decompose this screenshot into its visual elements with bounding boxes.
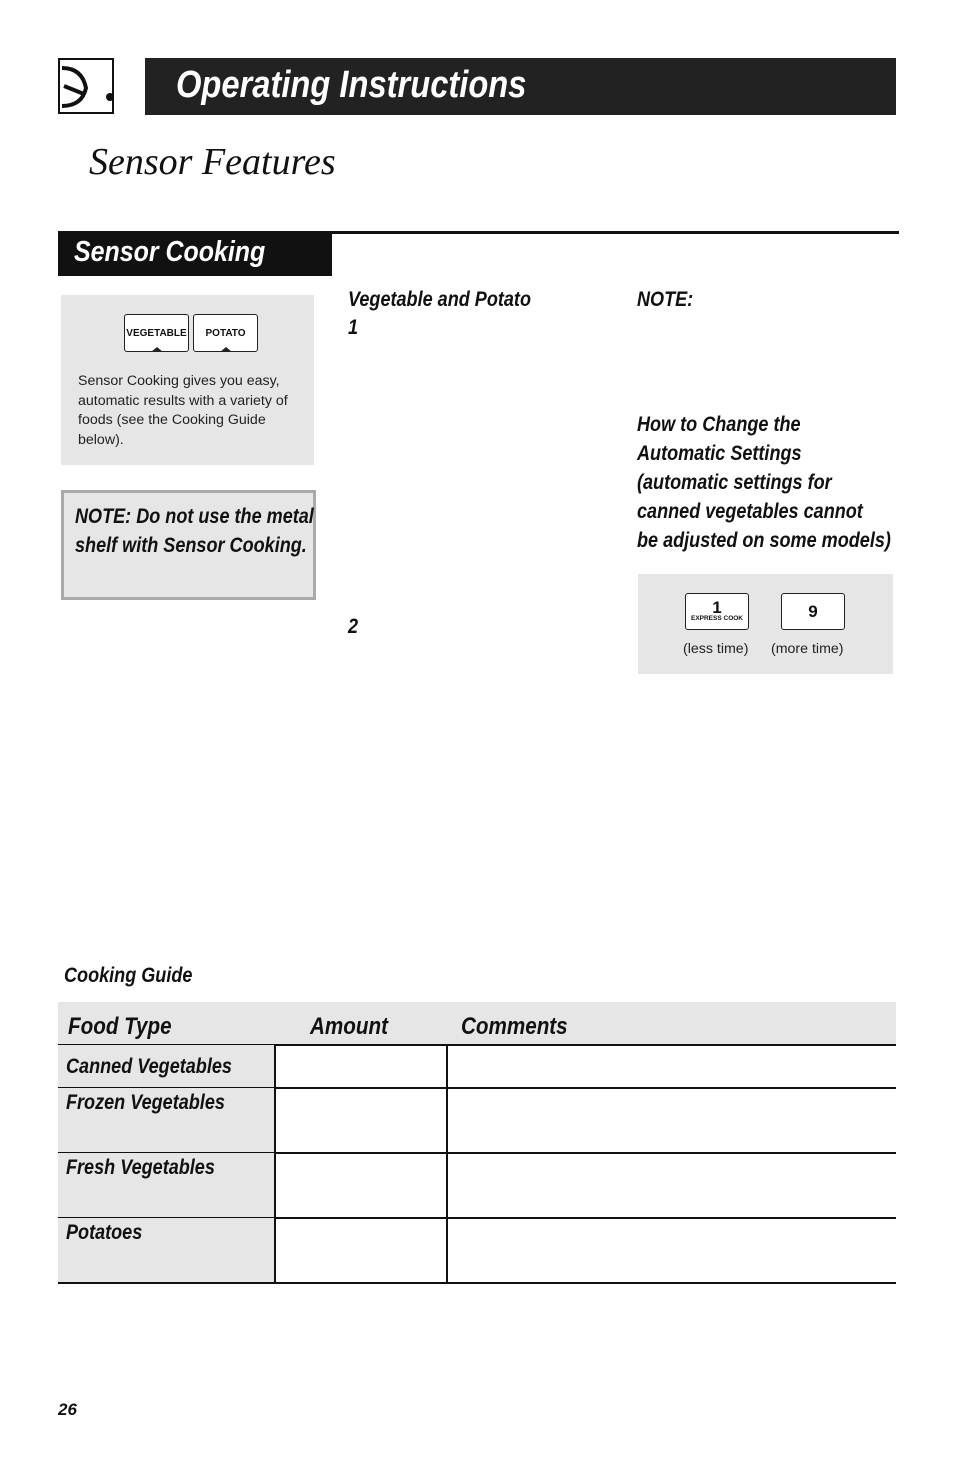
microwave-dial-icon	[58, 58, 114, 114]
key-9-number: 9	[808, 601, 818, 621]
section-title: Sensor Cooking	[74, 236, 266, 268]
change-heading-line-2: Automatic Settings	[637, 442, 802, 465]
number-9-key[interactable]	[781, 593, 845, 630]
keypad-box	[638, 574, 893, 674]
change-heading-line-5: be adjusted on some models)	[637, 529, 891, 552]
steps-heading: Vegetable and Potato	[348, 288, 531, 311]
key-1-number: 1	[712, 598, 722, 617]
note-label: NOTE:	[637, 288, 694, 311]
potato-key[interactable]	[193, 314, 258, 352]
food-type-cell: Fresh Vegetables	[66, 1156, 215, 1179]
food-type-cell: Frozen Vegetables	[66, 1091, 225, 1114]
column-header-comments: Comments	[461, 1013, 568, 1040]
change-heading-line-3: (automatic settings for	[637, 471, 832, 494]
key-indicator-icon	[220, 347, 232, 352]
key-indicator-icon	[151, 347, 163, 352]
column-divider	[274, 1044, 276, 1283]
express-cook-1-key[interactable]	[685, 593, 749, 630]
vegetable-key[interactable]	[124, 314, 189, 352]
key-1-sublabel: EXPRESS COOK	[690, 615, 743, 622]
more-time-caption: (more time)	[771, 641, 844, 657]
page-title: Operating Instructions	[176, 64, 527, 106]
note-text: NOTE: Do not use the metal shelf with Sensor Cooking.	[75, 505, 314, 557]
change-heading-line-1: How to Change the	[637, 413, 801, 436]
page-number: 26	[58, 1400, 77, 1419]
step-1-number: 1	[348, 316, 359, 339]
page-subtitle: Sensor Features	[89, 141, 336, 183]
change-heading-line-4: canned vegetables cannot	[637, 500, 863, 523]
intro-text: Sensor Cooking gives you easy, automatic results with a variety of foods (see the Cooking Guide below).	[78, 373, 288, 448]
column-divider	[446, 1044, 448, 1283]
food-type-cell: Canned Vegetables	[66, 1055, 232, 1078]
step-2-number: 2	[348, 615, 359, 638]
potato-key-label: POTATO	[205, 327, 246, 339]
vegetable-key-label: VEGETABLE	[126, 327, 187, 339]
column-header-food-type: Food Type	[68, 1013, 172, 1040]
food-type-cell: Potatoes	[66, 1221, 143, 1244]
table-divider	[58, 1282, 896, 1284]
column-header-amount: Amount	[310, 1013, 388, 1040]
less-time-caption: (less time)	[683, 641, 749, 657]
cooking-guide-title: Cooking Guide	[64, 964, 193, 987]
